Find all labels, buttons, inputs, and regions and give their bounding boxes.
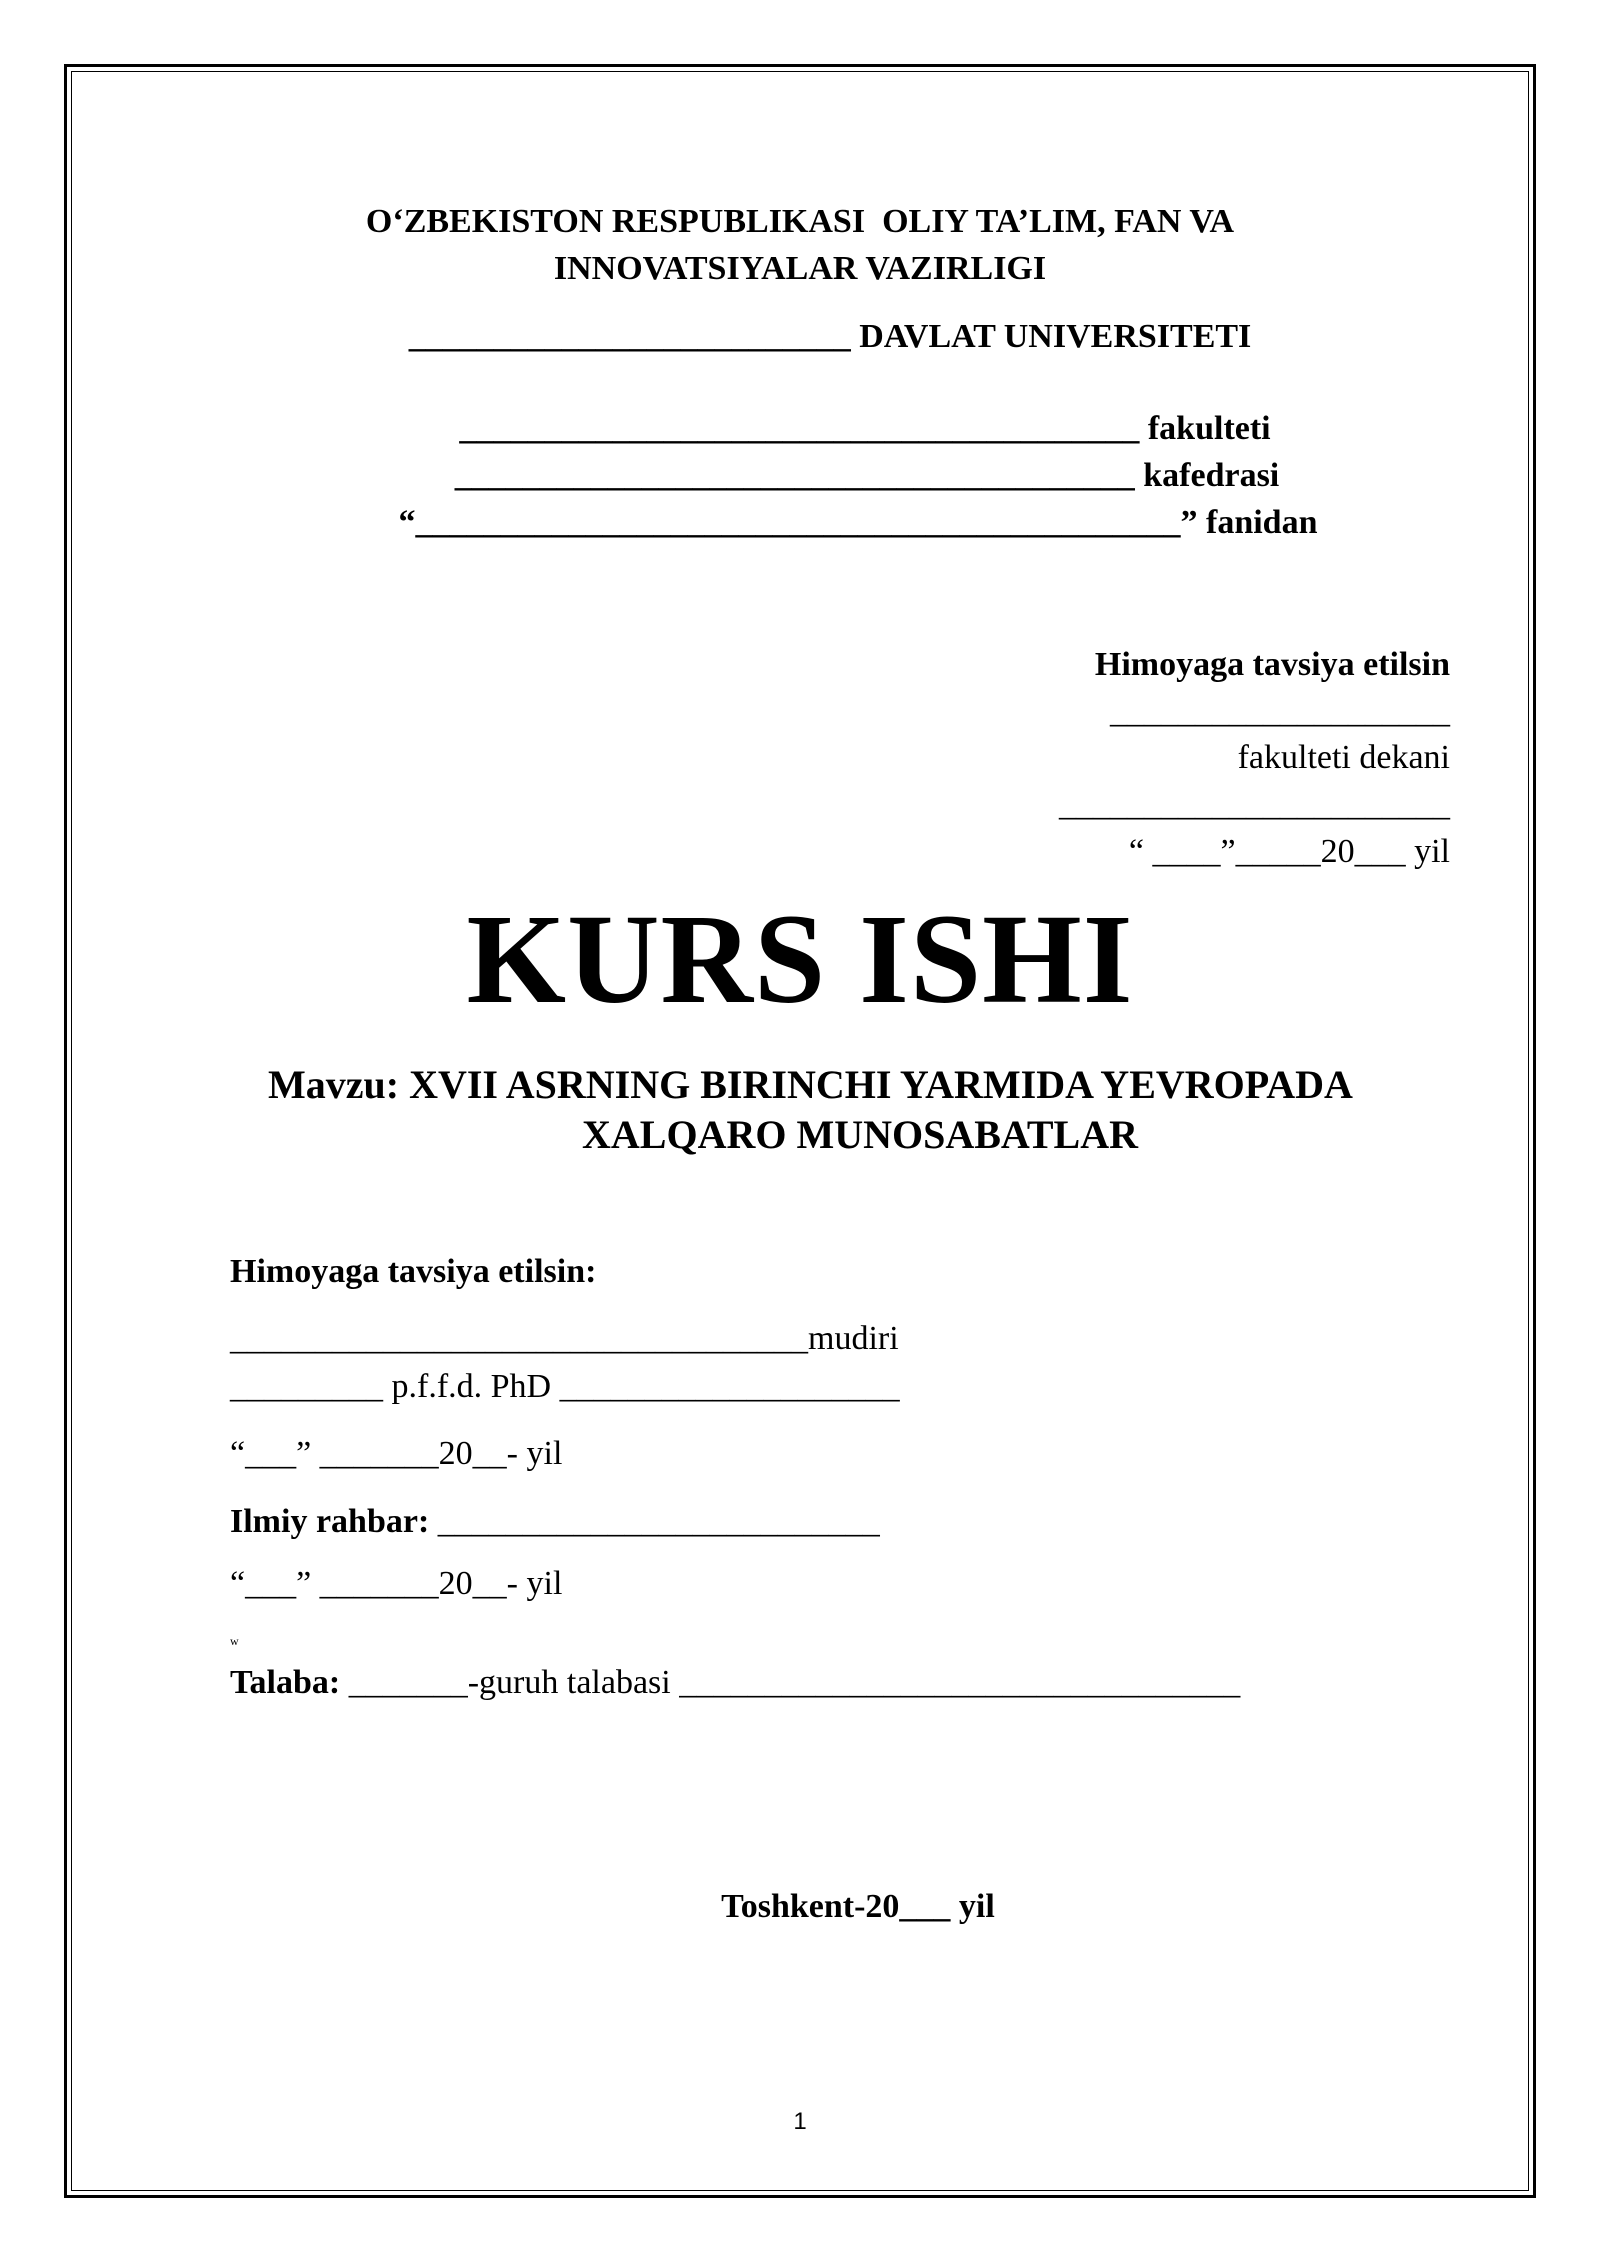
- dean-date: “ ____”_____20___ yil: [1128, 833, 1450, 870]
- student-line: [230, 1666, 1240, 1700]
- advisor-blank: __________________________: [429, 1503, 880, 1540]
- advisor-line: [230, 1505, 880, 1539]
- degree-line: _________ p.f.f.d. PhD ____________________: [230, 1368, 900, 1405]
- approval-date-1: “___” _______20__- yil: [230, 1435, 563, 1472]
- city-year: Toshkent-20___ yil: [721, 1888, 995, 1925]
- university-line: __________________________ DAVLAT UNIVERSITETI: [408, 318, 1252, 355]
- student-label: Talaba:: [230, 1664, 341, 1701]
- page-number: 1: [793, 2108, 807, 2135]
- dean-title: fakulteti dekani: [1237, 739, 1450, 776]
- student-rest: _______-guruh talabasi _________________________________: [340, 1664, 1241, 1701]
- faculty-line: ________________________________________ fakulteti: [459, 410, 1271, 447]
- dean-blank-line: ____________________: [1110, 693, 1450, 730]
- dean-signature-line: _______________________: [1059, 786, 1450, 823]
- advisor-label: Ilmiy rahbar:: [230, 1503, 430, 1540]
- topic-line-2: XALQARO MUNOSABATLAR: [582, 1112, 1138, 1157]
- ministry-line-1: O‘ZBEKISTON RESPUBLIKASI OLIY TA’LIM, FAN VA: [365, 203, 1235, 240]
- department-line: ________________________________________ kafedrasi: [454, 457, 1280, 494]
- approval-heading: Himoyaga tavsiya etilsin:: [230, 1253, 597, 1290]
- ministry-line-2: INNOVATSIYALAR VAZIRLIGI: [553, 250, 1047, 287]
- document-title: KURS ISHI: [466, 888, 1134, 1030]
- topic-line-1: Mavzu: XVII ASRNING BIRINCHI YARMIDA YEVROPADA: [268, 1062, 1353, 1107]
- approval-date-2: “___” _______20__- yil: [230, 1565, 563, 1602]
- dean-approval-heading: Himoyaga tavsiya etilsin: [1094, 646, 1450, 683]
- subject-line: “_____________________________________________” fanidan: [398, 504, 1318, 541]
- department-head-line: __________________________________mudiri: [230, 1320, 899, 1357]
- tiny-mark: w: [230, 1634, 239, 1648]
